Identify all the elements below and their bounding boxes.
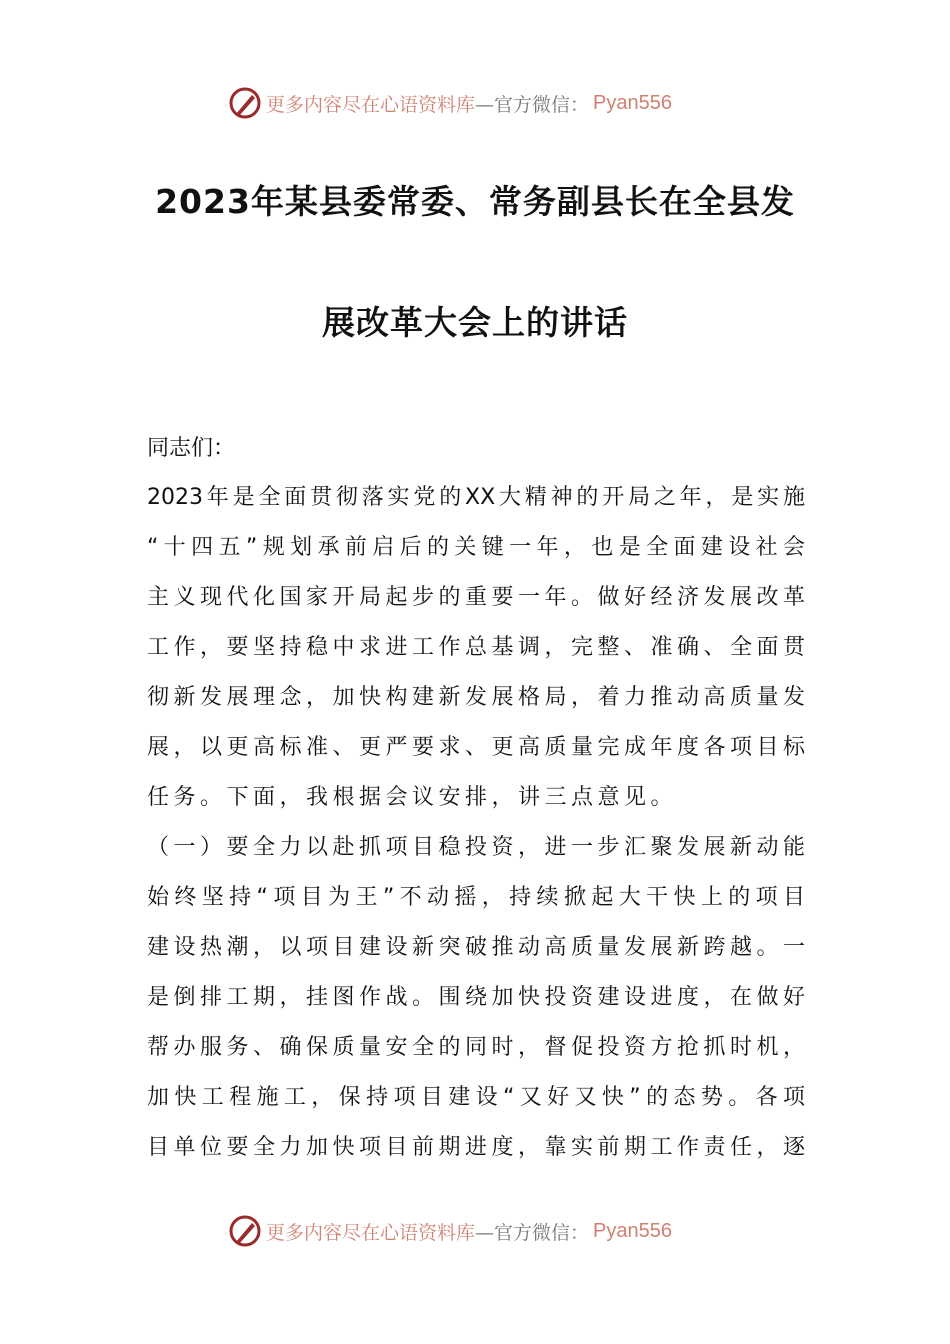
- section-heading: （一）要全力以赴抓项目稳投资，进一步汇聚发展新动能: [147, 835, 805, 860]
- body-line: 始终坚持“项目为王”不动摇，持续掀起大干快上的项目: [147, 885, 805, 910]
- pen-logo-icon: [228, 86, 262, 120]
- pen-logo-icon: [228, 1214, 262, 1248]
- watermark-id: Pyan556: [593, 91, 672, 114]
- body-line: 建设热潮，以项目建设新突破推动高质量发展新跨越。一: [147, 935, 805, 960]
- body-line: 工作，要坚持稳中求进工作总基调，完整、准确、全面贯: [147, 635, 805, 660]
- salutation: 同志们：: [147, 436, 236, 461]
- body-line: 帮办服务、确保质量安全的同时，督促投资方抢抓时机，: [147, 1035, 805, 1060]
- watermark-id: Pyan556: [593, 1219, 672, 1242]
- body-line: 主义现代化国家开局起步的重要一年。做好经济发展改革: [147, 585, 805, 610]
- watermark-footer: [228, 1213, 718, 1249]
- body-line: “十四五”规划承前启后的关键一年，也是全面建设社会: [147, 535, 805, 560]
- watermark-sep: —官方微信：: [475, 1221, 590, 1244]
- title-line-2: 展改革大会上的讲话: [322, 303, 628, 342]
- body-line: 目单位要全力加快项目前期进度，靠实前期工作责任，逐: [147, 1135, 805, 1160]
- body-line: 展，以更高标准、更严要求、更高质量完成年度各项目标: [147, 735, 805, 760]
- watermark-brand: 更多内容尽在心语资料库: [266, 93, 476, 116]
- body-line: 加快工程施工，保持项目建设“又好又快”的态势。各项: [147, 1085, 805, 1110]
- watermark-sep: —官方微信：: [475, 93, 590, 116]
- body-line: 彻新发展理念，加快构建新发展格局，着力推动高质量发: [147, 685, 805, 710]
- watermark-header: [228, 85, 718, 121]
- title-line-1: 2023年某县委常委、常务副县长在全县发: [155, 182, 795, 221]
- watermark-brand: 更多内容尽在心语资料库: [266, 1221, 476, 1244]
- body-line: 是倒排工期，挂图作战。围绕加快投资建设进度，在做好: [147, 985, 805, 1010]
- body-line: 任务。下面，我根据会议安排，讲三点意见。: [147, 785, 678, 810]
- body-line: 2023年是全面贯彻落实党的XX大精神的开局之年，是实施: [147, 485, 805, 510]
